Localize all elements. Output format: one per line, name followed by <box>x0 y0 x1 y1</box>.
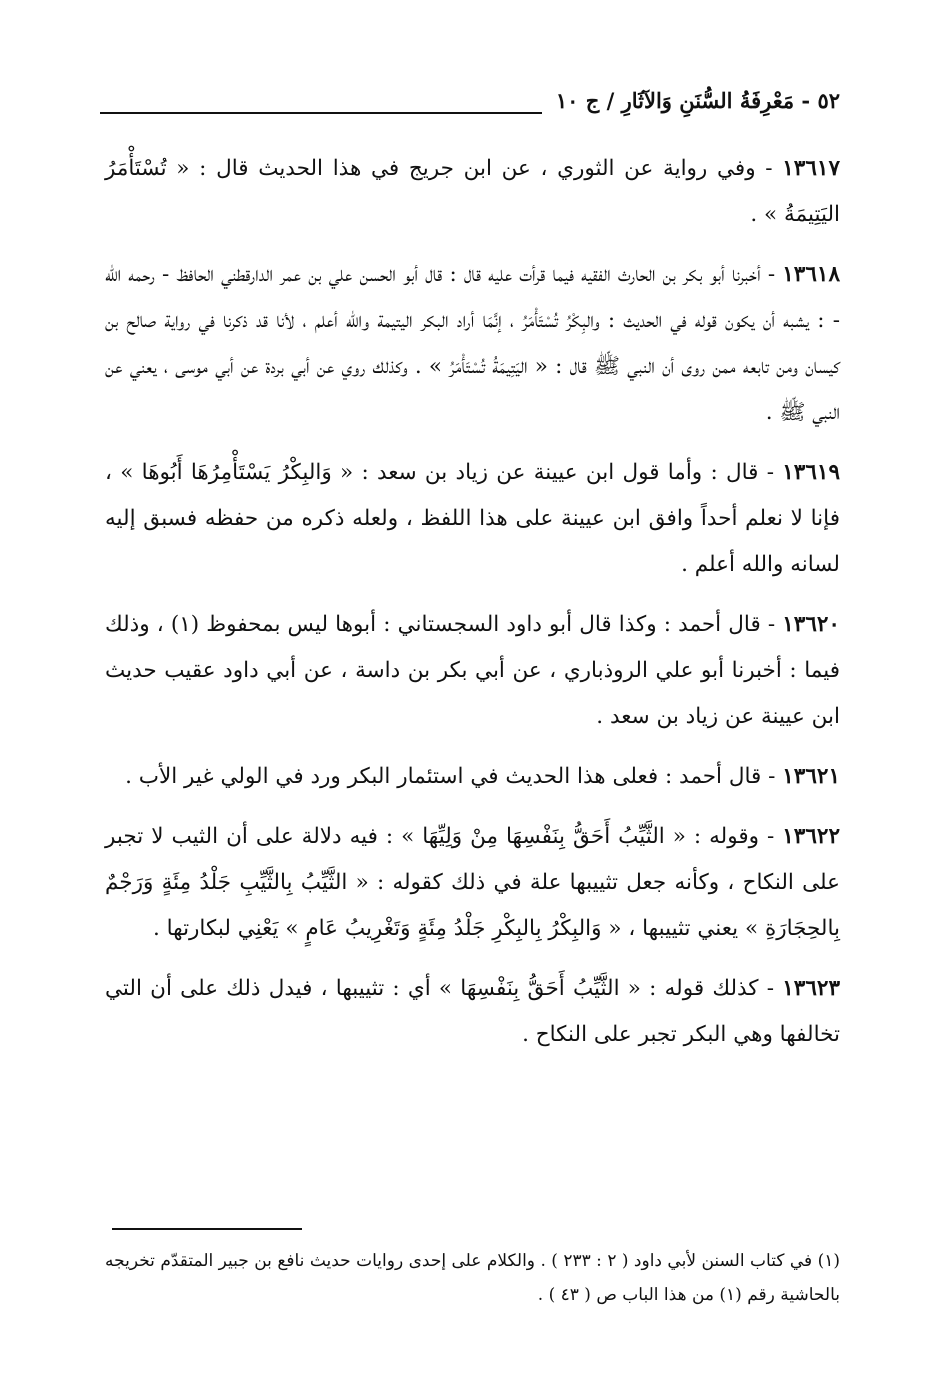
paragraph-text: - قال : وأما قول ابن عيينة عن زياد بن سعد : « وَالبِكْرُ يَسْتَأْمِرُهَا أَبُوهَا » ، فإنا لا نعلم أحداً وافق ابن عيينة على هذا اللفظ ، ولعله ذكره من حفظه فسبق إليه لسانه والله أعلم . <box>105 460 840 577</box>
paragraph-text: - قال أحمد : وكذا قال أبو داود السجستاني : أبوها ليس بمحفوظ (١) ، وذلك فيما : أخبرنا أبو علي الروذباري ، عن أبي بكر بن داسة ، عن أبي داود عقيب حديث ابن عيينة عن زياد بن سعد . <box>105 612 840 729</box>
running-title: ٥٢ - مَعْرِفَةُ السُّنَنِ وَالآثَارِ / ج ١٠ <box>555 88 840 113</box>
paragraph-text: - قال أحمد : فعلى هذا الحديث في استئمار البكر ورد في الولي غير الأب . <box>125 764 783 789</box>
paragraph-number: ١٣٦١٧ <box>782 156 840 181</box>
hadith-paragraph <box>105 450 840 588</box>
page-header <box>100 82 840 116</box>
paragraph-text: - كذلك قوله : « الثَّيِّبُ أَحَقُّ بِنَفْسِهَا » أي : تثييبها ، فيدل ذلك على أن التي تخالفها وهي البكر تجبر على النكاح . <box>105 976 840 1047</box>
paragraph-number: ١٣٦١٨ <box>782 262 840 287</box>
main-text <box>105 146 840 1072</box>
hadith-paragraph <box>105 814 840 952</box>
paragraph-text: - وفي رواية عن الثوري ، عن ابن جريج في هذا الحديث قال : « تُسْتَأْمَرُ اليَتِيمَةُ » . <box>105 156 840 227</box>
paragraph-text: - أخبرنا أبو بكر بن الحارث الفقيه فيما قرأت عليه قال : قال أبو الحسن علي بن عمر الدارقطني الحافظ - رحمه الله - : يشبه أن يكون قوله في الحديث : والبِكْرُ تُسْتَأْمَرُ ، إنَّمَا أراد البكر اليتيمة والله أعلم ، لأنا قد ذكرنا في رواية صالح بن كيسان ومن تابعه ممن روى أن النبي ﷺ قال : « اليَتِيمَةُ تُسْتَأْمَرُ » . وكذلك روي عن أبي بردة عن أبي موسى ، يعني عن النبي ﷺ . <box>105 262 840 425</box>
footnote-separator <box>112 1228 302 1230</box>
paragraph-number: ١٣٦٢٠ <box>782 612 840 637</box>
paragraph-number: ١٣٦١٩ <box>782 460 840 485</box>
paragraph-number: ١٣٦٢٣ <box>782 976 840 1001</box>
footnote: (١) في كتاب السنن لأبي داود ( ٢ : ٢٣٣ ) . والكلام على إحدى روايات حديث نافع بن جبير المتقدّم تخريجه بالحاشية رقم (١) من هذا الباب ص ( ٤٣ ) . <box>105 1251 840 1305</box>
hadith-paragraph <box>105 146 840 238</box>
paragraph-number: ١٣٦٢٢ <box>782 824 840 849</box>
paragraph-text: - وقوله : « الثَّيِّبُ أَحَقُّ بِنَفْسِهَا مِنْ وَلِيِّهَا » : فيه دلالة على أن الثيب لا تجبر على النكاح ، وكأنه جعل تثييبها علة في ذلك كقوله : « الثَّيِّبُ بِالثَّيِّبِ جَلْدُ مِئَةٍ وَرَجْمٌ بِالحِجَارَةِ » يعني تثييبها ، « وَالبِكْرُ بِالبِكْرِ جَلْدُ مِئَةٍ وَتَغْرِيبُ عَامٍ » يَعْنِي لبكارتها . <box>105 824 840 941</box>
hadith-paragraph <box>105 754 840 800</box>
header-rule <box>100 112 542 114</box>
paragraph-number: ١٣٦٢١ <box>782 764 840 789</box>
hadith-paragraph <box>105 602 840 740</box>
hadith-paragraph <box>105 252 840 436</box>
hadith-paragraph <box>105 966 840 1058</box>
